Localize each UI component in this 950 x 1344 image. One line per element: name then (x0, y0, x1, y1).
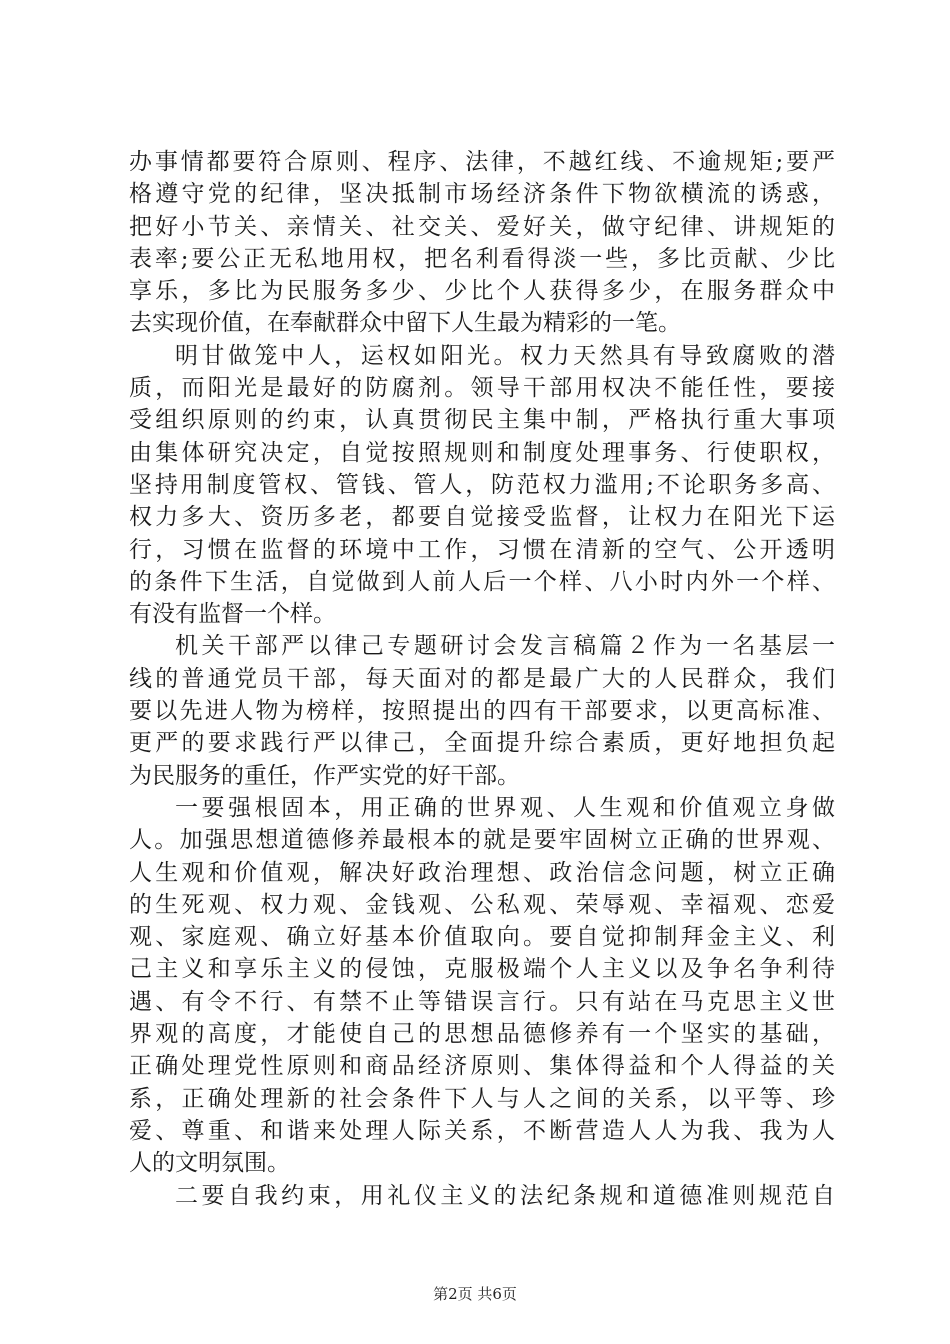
paragraph-start-line: 一要强根固本，用正确的世界观、人生观和价值观立身做 (175, 794, 835, 821)
page-number-footer: 第2页 共6页 (433, 1285, 517, 1303)
text-line: 正确处理党性原则和商品经济原则、集体得益和个人得益的关 (129, 1053, 835, 1080)
text-line: 去实现价值，在奉献群众中留下人生最为精彩的一笔。 (129, 310, 681, 337)
text-line: 观、家庭观、确立好基本价值取向。要自觉抑制拜金主义、利 (129, 924, 835, 951)
text-line: 系，正确处理新的社会条件下人与人之间的关系，以平等、珍 (129, 1085, 835, 1112)
text-line: 把好小节关、亲情关、社交关、爱好关，做守纪律、讲规矩的 (129, 213, 835, 240)
text-line: 受组织原则的约束，认真贯彻民主集中制，严格执行重大事项 (129, 407, 835, 434)
text-line: 界观的高度，才能使自己的思想品德修养有一个坚实的基础， (129, 1021, 835, 1048)
text-line: 爱、尊重、和谐来处理人际关系，不断营造人人为我、我为人 (129, 1117, 835, 1144)
document-body (129, 146, 835, 1212)
text-line: 人生观和价值观，解决好政治理想、政治信念问题，树立正确 (129, 859, 835, 886)
text-line: 权力多大、资历多老，都要自觉接受监督，让权力在阳光下运 (129, 504, 835, 531)
text-line: 人。加强思想道德修养最根本的就是要牢固树立正确的世界观、 (129, 827, 835, 854)
text-line: 有没有监督一个样。 (129, 601, 336, 628)
text-line: 人的文明氛围。 (129, 1150, 290, 1177)
text-line: 坚持用制度管权、管钱、管人，防范权力滥用;不论职务多高、 (129, 471, 835, 498)
text-line: 要以先进人物为榜样，按照提出的四有干部要求，以更高标准、 (129, 698, 835, 725)
paragraph-start-line: 机关干部严以律己专题研讨会发言稿篇２作为一名基层一 (175, 633, 835, 660)
text-line: 的生死观、权力观、金钱观、公私观、荣辱观、幸福观、恋爱 (129, 891, 835, 918)
text-line: 为民服务的重任，作严实党的好干部。 (129, 762, 520, 789)
text-line: 由集体研究决定，自觉按照规则和制度处理事务、行使职权， (129, 439, 835, 466)
text-line: 遇、有令不行、有禁不止等错误言行。只有站在马克思主义世 (129, 988, 835, 1015)
text-line: 行，习惯在监督的环境中工作，习惯在清新的空气、公开透明 (129, 536, 835, 563)
text-line: 的条件下生活，自觉做到人前人后一个样、八小时内外一个样、 (129, 568, 835, 595)
text-line: 办事情都要符合原则、程序、法律，不越红线、不逾规矩;要严 (129, 149, 835, 175)
text-line: 格遵守党的纪律，坚决抵制市场经济条件下物欲横流的诱惑， (129, 181, 835, 208)
text-line: 质，而阳光是最好的防腐剂。领导干部用权决不能任性，要接 (129, 375, 835, 402)
paragraph-start-line: 明甘做笼中人，运权如阳光。权力天然具有导致腐败的潜 (175, 342, 835, 369)
text-line: 己主义和享乐主义的侵蚀，克服极端个人主义以及争名争利待 (129, 956, 835, 983)
text-line: 线的普通党员干部，每天面对的都是最广大的人民群众，我们 (129, 665, 835, 692)
text-line: 享乐，多比为民服务多少、少比个人获得多少，在服务群众中 (129, 278, 835, 305)
text-line: 更严的要求践行严以律己，全面提升综合素质，更好地担负起 (129, 730, 835, 757)
text-line: 表率;要公正无私地用权，把名利看得淡一些，多比贡献、少比 (129, 245, 835, 272)
paragraph-start-line: 二要自我约束，用礼仪主义的法纪条规和道德准则规范自 (175, 1182, 835, 1209)
